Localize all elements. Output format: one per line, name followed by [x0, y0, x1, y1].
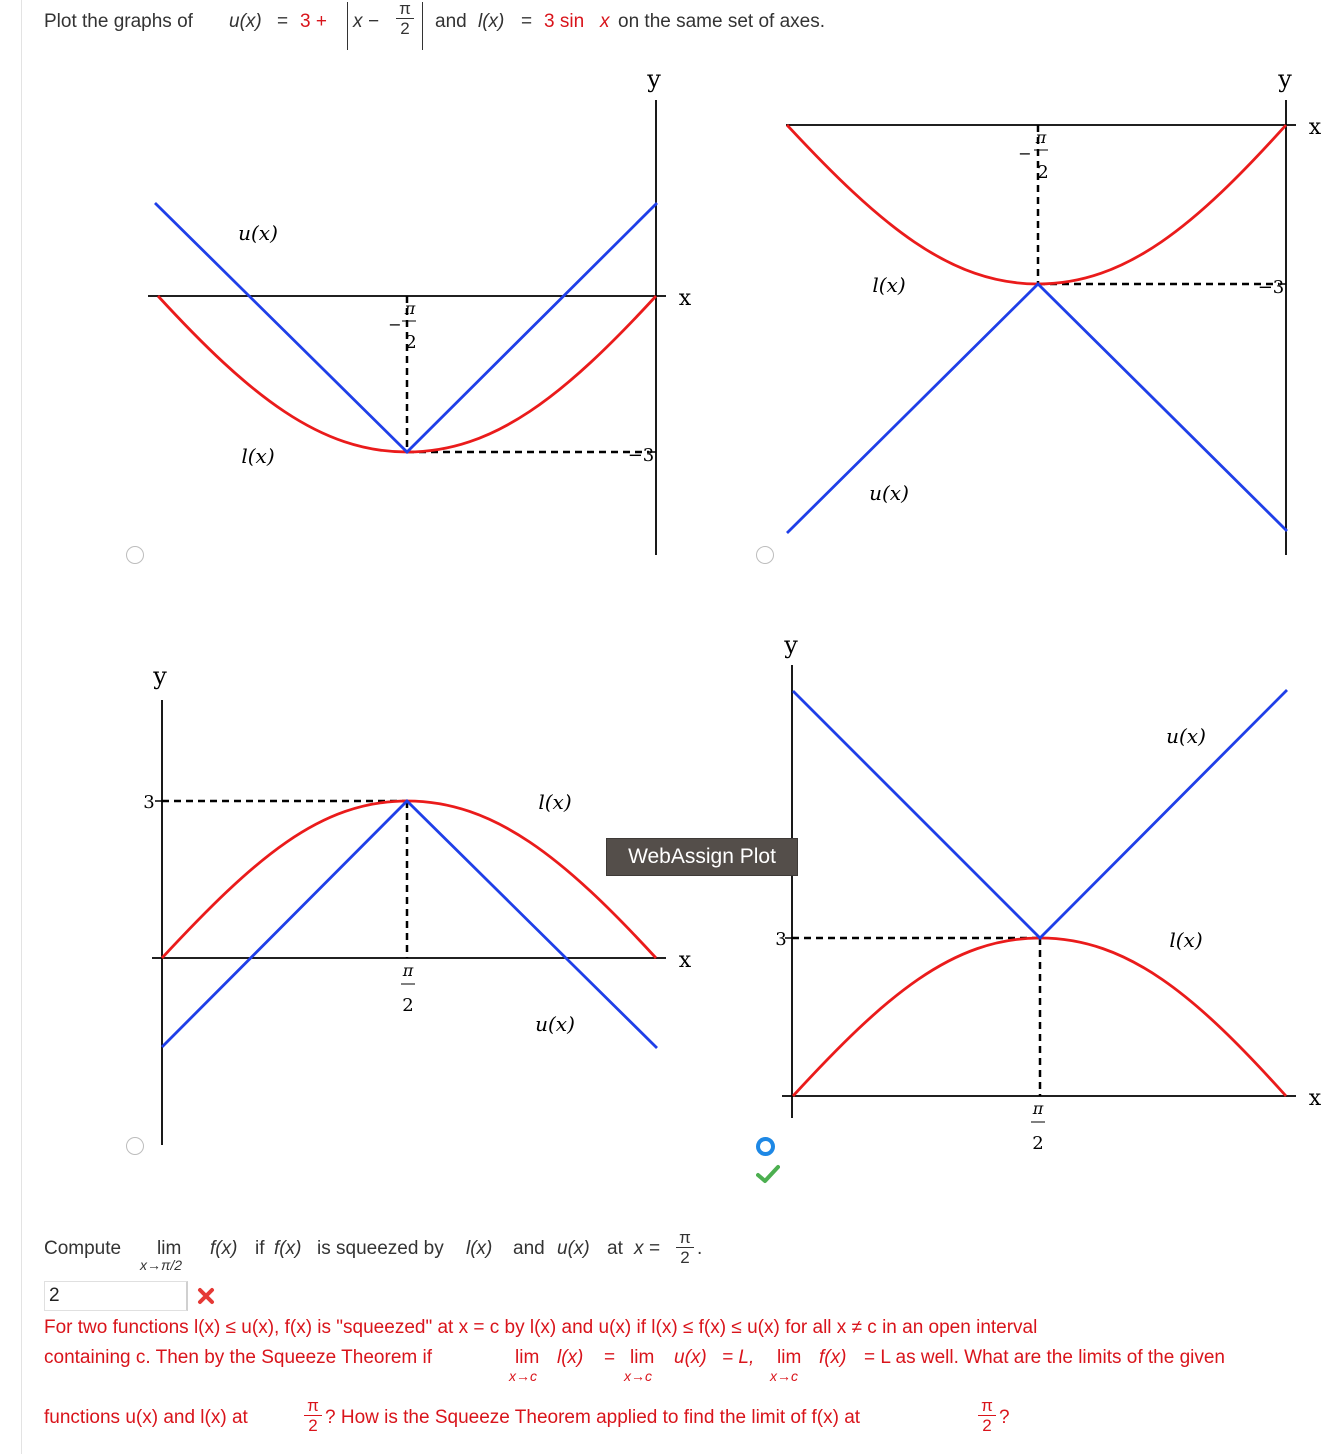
lim-text: lim	[157, 1238, 182, 1259]
x-label: x	[678, 286, 692, 311]
fb-pi-over-2-b	[978, 1396, 996, 1435]
radio-option-c[interactable]	[126, 1137, 144, 1155]
incorrect-x-icon	[197, 1287, 215, 1305]
fb-line3a: functions u(x) and l(x) at	[44, 1407, 248, 1428]
plot-c[interactable]	[130, 640, 710, 1160]
u-curve	[155, 203, 657, 452]
compute-text: Compute	[44, 1238, 122, 1259]
pi-label: π	[1035, 128, 1047, 147]
l-curve	[162, 801, 656, 958]
plot-b[interactable]	[760, 60, 1330, 570]
abs-x: x −	[353, 11, 379, 32]
l-label: l(x)	[872, 273, 906, 297]
l-label: l(x)	[538, 790, 572, 814]
l-label: l(x)	[1169, 928, 1203, 952]
two-den: 2	[396, 18, 414, 38]
xeq-text: x =	[634, 1238, 660, 1259]
and-text: and	[435, 11, 467, 32]
pi-label: π	[402, 961, 414, 980]
radio-option-b[interactable]	[756, 546, 774, 564]
y-label: y	[153, 662, 167, 690]
pi-label: π	[1032, 1099, 1044, 1118]
abs-bar-right	[422, 2, 423, 50]
webassign-plot-tooltip: WebAssign Plot	[606, 838, 798, 876]
pi-num: π	[399, 0, 411, 18]
lim-subscript: x→π/2	[140, 1257, 183, 1273]
u-eq: =	[277, 11, 289, 32]
abs-bar-left	[347, 2, 348, 50]
l-rhs: 3 sin	[544, 11, 585, 32]
two-den: 2	[676, 1247, 694, 1267]
plot-a[interactable]	[100, 60, 720, 570]
l-name: l(x)	[478, 11, 505, 32]
u-rhs: 3 +	[300, 11, 327, 32]
pi-num: π	[981, 1396, 993, 1415]
fb-sub-3: x→c	[770, 1368, 798, 1384]
fb-fx: f(x)	[819, 1347, 847, 1368]
fx2-text: f(x)	[274, 1238, 302, 1259]
u-label: u(x)	[1166, 724, 1206, 748]
fb-eqL2: = L as well. What are the limits of the given	[864, 1347, 1225, 1368]
question-prefix: Plot the graphs of	[44, 11, 193, 32]
l-eq: =	[521, 11, 533, 32]
two-label: 2	[405, 332, 417, 353]
neg3-label: −3	[627, 445, 655, 466]
l-label: l(x)	[241, 444, 275, 468]
pi-num: π	[679, 1228, 691, 1247]
three-label: 3	[143, 792, 155, 813]
x-label: x	[678, 948, 692, 973]
l-var: x	[600, 11, 610, 32]
x-label: x	[1308, 115, 1322, 140]
u-label: u(x)	[238, 221, 278, 245]
u-label: u(x)	[535, 1012, 575, 1036]
fb-lim-3: lim	[777, 1347, 802, 1368]
two-den: 2	[304, 1415, 322, 1435]
pi-over-2	[676, 1228, 694, 1267]
feedback-line-1: For two functions l(x) ≤ u(x), f(x) is "squeezed" at x = c by l(x) and u(x) if l(x) ≤ f(x) ≤ u(x) for all x ≠ c in an open interval	[44, 1317, 1038, 1338]
u-label: u(x)	[869, 481, 909, 505]
fb-eqL: = L,	[722, 1347, 755, 1368]
pi-label: π	[404, 299, 416, 318]
y-label: y	[647, 65, 661, 93]
two-label: 2	[1032, 1133, 1044, 1154]
neg-sign: −	[388, 315, 402, 334]
plot-d[interactable]	[760, 620, 1330, 1160]
neg3-label: −3	[1257, 277, 1285, 298]
two-den: 2	[978, 1415, 996, 1435]
squeezed-text: is squeezed by	[317, 1238, 444, 1259]
question-suffix: on the same set of axes.	[618, 11, 826, 32]
left-rule	[21, 0, 22, 1454]
three-label: 3	[775, 929, 787, 950]
if-text: if	[255, 1238, 265, 1259]
radio-option-d[interactable]	[756, 1137, 775, 1156]
u-curve	[793, 690, 1287, 938]
two-label: 2	[1037, 162, 1049, 183]
y-label: y	[784, 631, 798, 659]
period: .	[697, 1238, 703, 1259]
fb-q: ?	[999, 1407, 1010, 1428]
fb-lim-1: lim	[515, 1347, 540, 1368]
answer-input[interactable]	[44, 1281, 188, 1311]
pi-over-2	[396, 0, 414, 38]
fb-sub-2: x→c	[624, 1368, 652, 1384]
fb-line3b: ? How is the Squeeze Theorem applied to find the limit of f(x) at	[325, 1407, 861, 1428]
ux-text: u(x)	[557, 1238, 590, 1259]
at-text: at	[607, 1238, 623, 1259]
l-curve	[787, 125, 1286, 284]
correct-check-icon	[756, 1164, 780, 1184]
u-name: u(x)	[229, 11, 262, 32]
fx-text: f(x)	[210, 1238, 238, 1259]
radio-option-a[interactable]	[126, 546, 144, 564]
fb-line2a: containing c. Then by the Squeeze Theorem if	[44, 1347, 432, 1368]
and-text: and	[513, 1238, 545, 1259]
fb-ux: u(x)	[674, 1347, 707, 1368]
fb-lim-2: lim	[630, 1347, 655, 1368]
two-label: 2	[402, 995, 414, 1016]
lx-text: l(x)	[466, 1238, 493, 1259]
u-curve	[787, 284, 1287, 533]
y-label: y	[1278, 65, 1292, 93]
pi-num: π	[307, 1396, 319, 1415]
fb-eq: =	[604, 1347, 616, 1368]
fb-lx: l(x)	[557, 1347, 584, 1368]
fb-sub-1: x→c	[509, 1368, 537, 1384]
x-label: x	[1308, 1086, 1322, 1111]
neg-sign: −	[1018, 144, 1032, 163]
fb-pi-over-2-a	[304, 1396, 322, 1435]
